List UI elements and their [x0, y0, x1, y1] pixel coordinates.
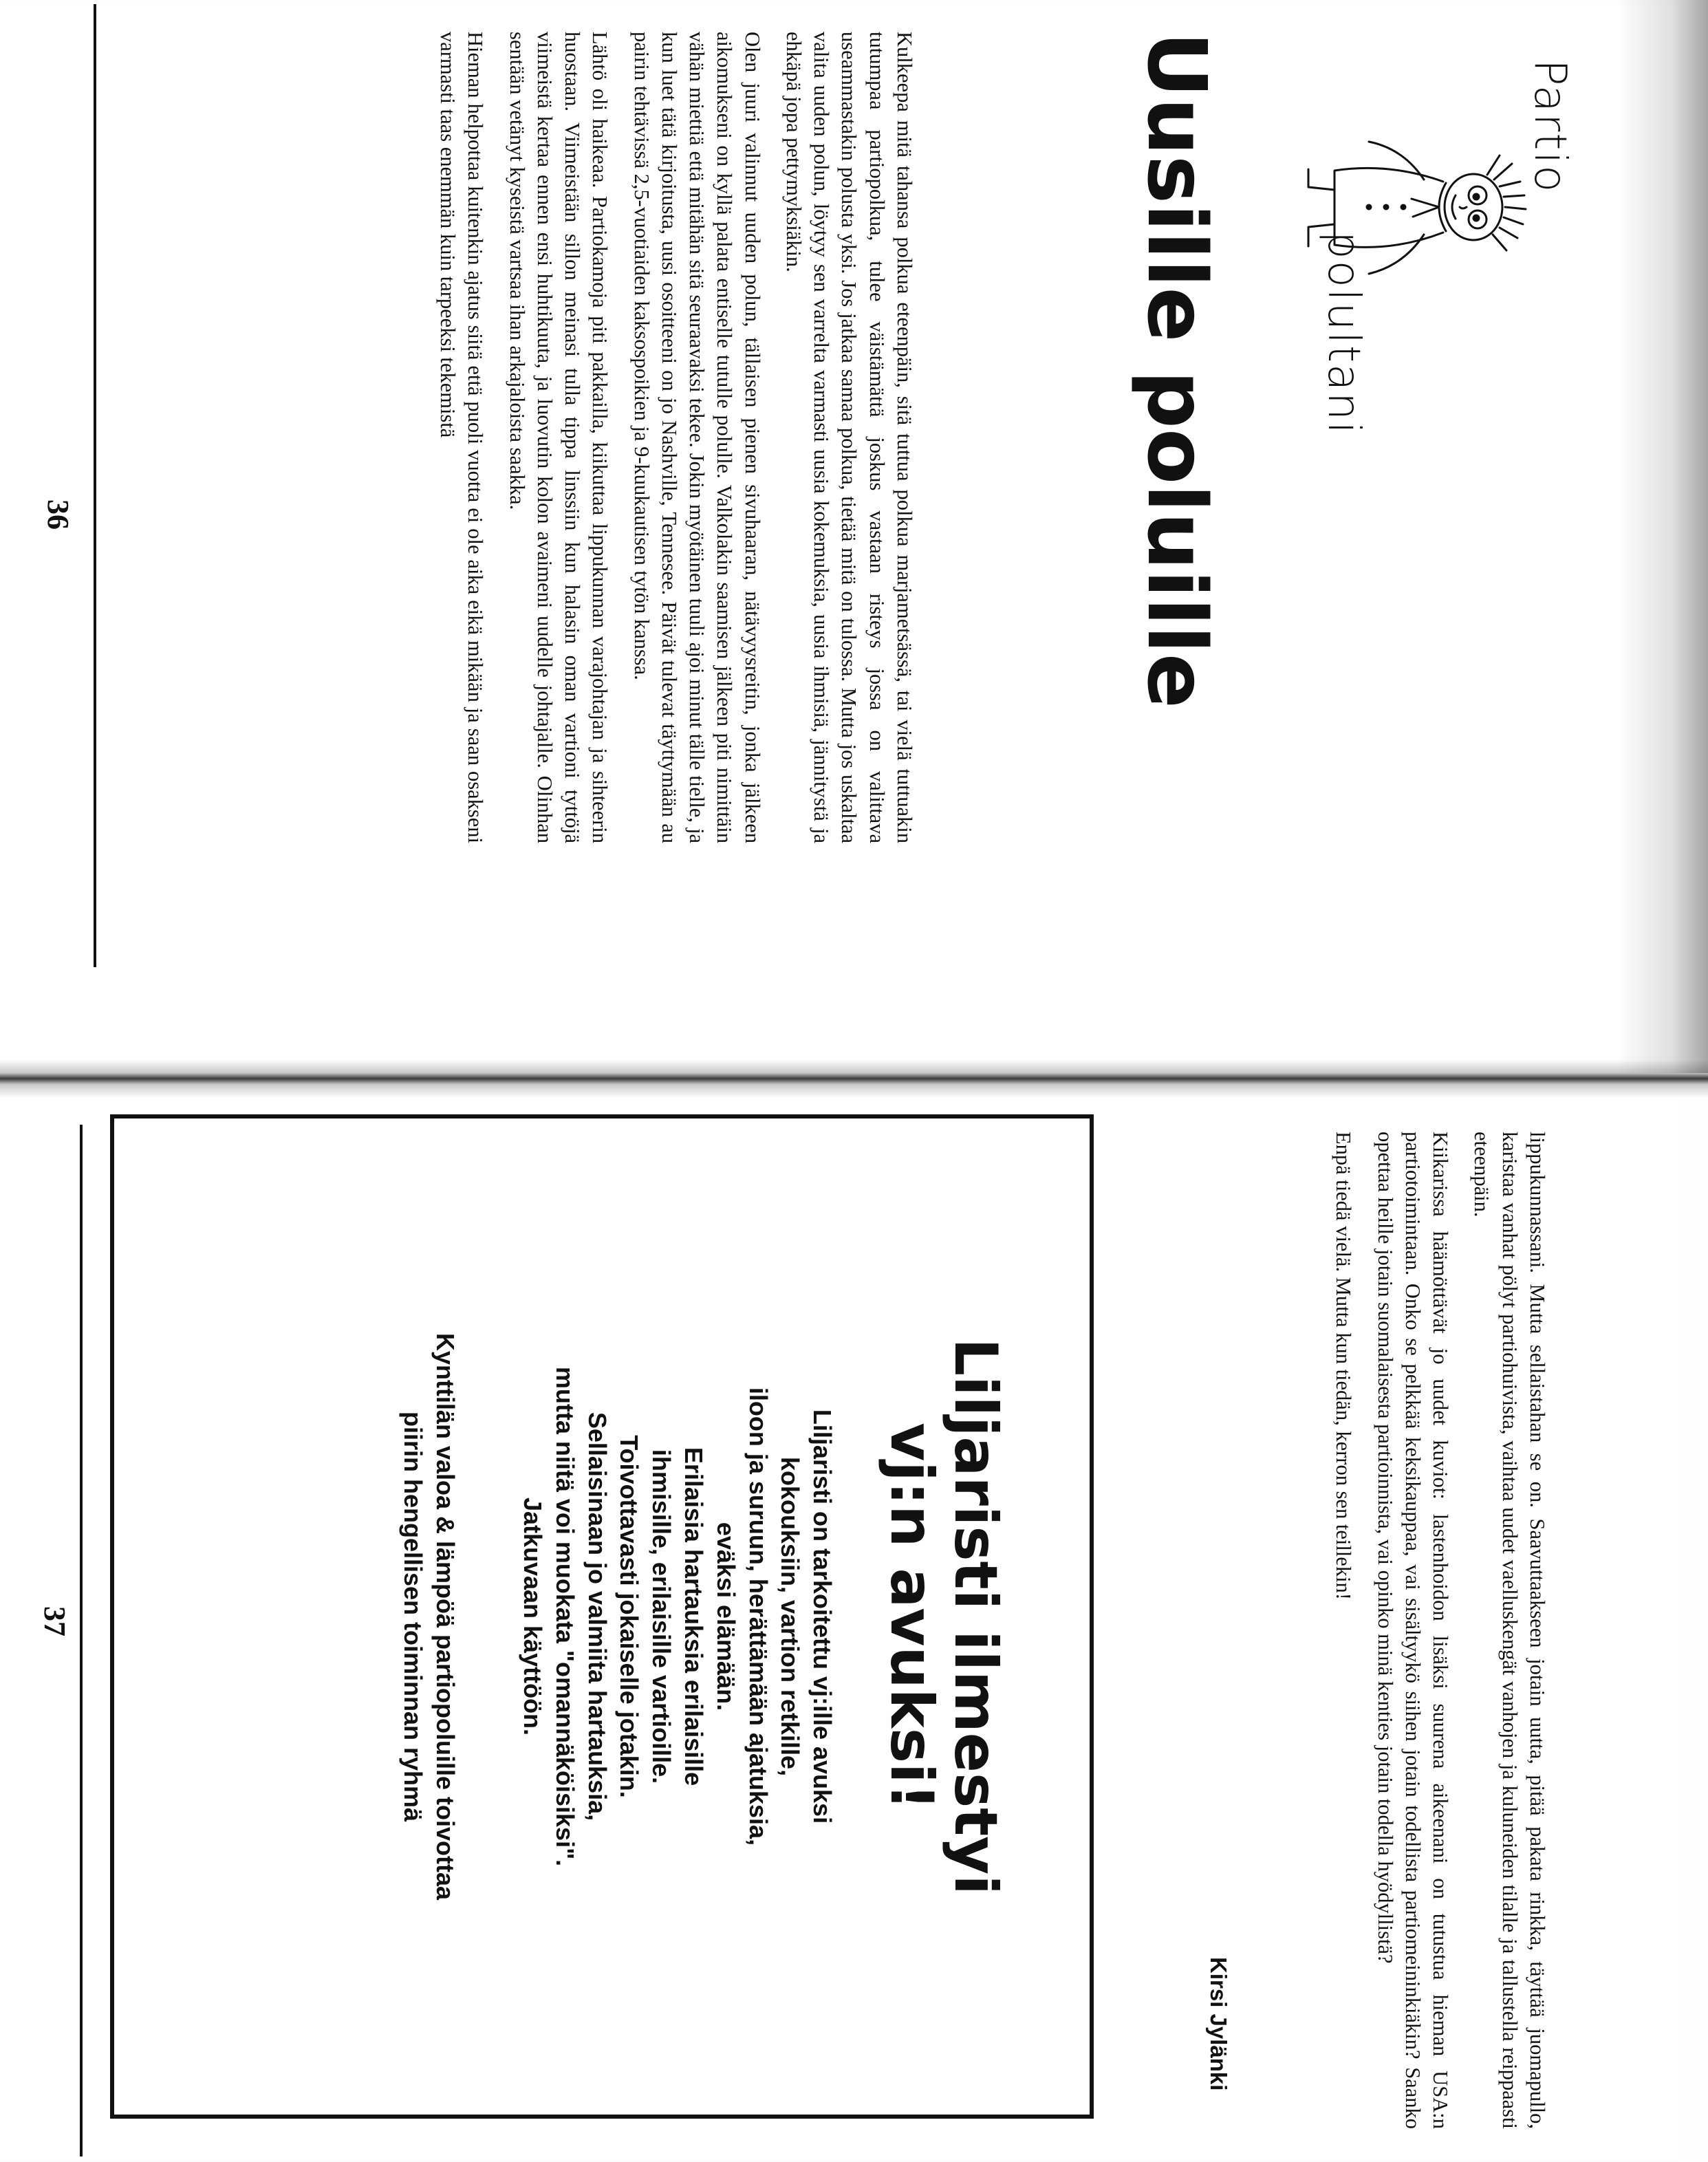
notice-closing-line: Kynttilän valoa & lämpöä partiopoluille toivottaa — [431, 1332, 460, 1901]
partio-polultani-logo — [1286, 52, 1575, 435]
book-gutter — [0, 1059, 1708, 1098]
paragraph: lippukunnassani. Mutta sellaistahan se on. Saavuttaakseen jotain uutta, pitää pakata rinkka, täyttää juomapullo, karistaa vanhat pölyt partiohuivista, vaihtaa uudet vaelluskengät vanhojen ja kuluneiden tilalle ja tallustella reippaasti eteenpäin. — [1470, 1132, 1549, 2129]
article-title: Uusille poluille — [1129, 32, 1224, 709]
author-signature: Kirsi Jylänki — [1206, 1957, 1231, 2091]
notice-line: iloon ja suruun, herättämään ajatuksia, — [744, 1387, 772, 1846]
paragraph: Enpä tiedä vielä. Mutta kun tiedän, kerron sen teillekin! — [1332, 1132, 1356, 1600]
page-36 — [0, 4, 1678, 1057]
footer-rule — [80, 1125, 83, 2156]
paragraph: Olen juuri valinnut uuden polun, tällaisen pienen sivuhaaran, nätävyysreitin, jonka jälkeen aikomukseni on kyllä palata entiselle tutulle polulle. Valkolakin saamisen jälkeen piti nimittäin vähän miettiä että mitähän sitä seuraavaksi tekee. Jokin myötäinen tuuli ajoi minut tälle tielle, ja kun luet tätä kirjoitusta, uusi osoitteeni on jo Nashville, Tennesee. Päivät tulevat täyttymään au pairin tehtävissä 2,5-vuotiaiden kaksospoikien ja 9-kuukautisen tytön kanssa. — [629, 32, 764, 843]
logo-word-top: Partio — [1524, 59, 1575, 194]
footer-rule — [94, 4, 96, 967]
paragraph: Hieman helpottaa kuitenkin ajatus siitä että puoli vuotta ei ole aika eikä mikään ja saan osakseni varmasti taas enemmän kuin tarpeeksi tekemistä — [436, 32, 488, 843]
page-number: 37 — [38, 1606, 72, 1636]
page-number: 36 — [41, 499, 75, 530]
logo-word-bottom: polultani — [1318, 231, 1369, 435]
article-body-page37 — [1316, 1132, 1551, 2129]
paragraph: Kulkeepa mitä tahansa polkua eteenpäin, sitä tuttua polkua marjametsässä, tai vielä tuttuakin tutumpaa partiopolkua, tulee väistämättä joskus vastaan risteys jossa on valittava useammastakin polusta yksi. Jos jatkaa samaa polkua, tietää mitä on tulossa. Mutta jos uskaltaa valita uuden polun, löytyy sen varrelta varmasti uusia kokemuksia, uusia ihmisiä, jännitystä ja ehkäpä jopa pettymyksiäkin. — [782, 32, 916, 843]
notice-line: Liljaristi on tarkoitettu vj:ille avuksi — [808, 1409, 837, 1824]
notice-title-line: vj:n avuksi! — [877, 1423, 947, 1810]
notice-line: kokouksiin, vartion retkille, — [776, 1456, 805, 1777]
notice-line: Toivottavasti jokaiselle jotakin. — [615, 1435, 644, 1798]
paragraph: Kiikarissa häämöttävät jo uudet kuviot: lastenhoidon lisäksi suurena aikeenani on tutustua hieman USA:n partiotoimintaan. Onko se pelkkää keksikauppaa, vai sisältyykö siihen jotain todellista partiomeininkiäkin? Saanko opettaa heille jotain suomalaisesta partioinnista, vai opinko minä kenties jotain todella hyödyllistä? — [1373, 1132, 1453, 2129]
page-37 — [0, 1097, 1678, 2160]
liljaristi-notice-box — [110, 1114, 1094, 2119]
notice-title — [877, 1118, 1010, 2115]
article-body-page36 — [420, 32, 918, 843]
notice-line: Sellaisinaan jo valmiita hartauksia, — [583, 1412, 612, 1822]
notice-line: ihmisille, erilaisille vartioille. — [647, 1449, 676, 1784]
notice-closing — [397, 1118, 462, 2115]
notice-title-line: Liljaristi ilmestyi — [941, 1338, 1010, 1895]
notice-line: eväksi elämään. — [711, 1522, 740, 1711]
notice-line: mutta niitä voi muokata "omannäköisiksi". — [550, 1366, 579, 1867]
notice-line: Erilaisia hartauksia erilaisille — [680, 1447, 709, 1786]
paragraph: Lähtö oli haikeaa. Partiokamoja piti pakkailla, kiikuttaa lippukunnan varajohtajan ja sihteerin huostaan. Viimeistään sillon meinasi tulla tippa linssiin kun halasin oman vartioni tyttöjä viimeistä kertaa ennen ensi huhtikuuta, ja luovutin kolon avaimeni uudelle johtajalle. Olinhan sentään vetänyt kyseistä vartsaa ihan arkajaloista saakka. — [505, 32, 612, 843]
page-edge-shadow — [1617, 0, 1708, 1073]
notice-body — [516, 1118, 838, 2115]
notice-line: Jatkuvaan käyttöön. — [519, 1497, 548, 1736]
notice-closing-line: piirin hengellisen toiminnan ryhmä — [399, 1411, 428, 1822]
